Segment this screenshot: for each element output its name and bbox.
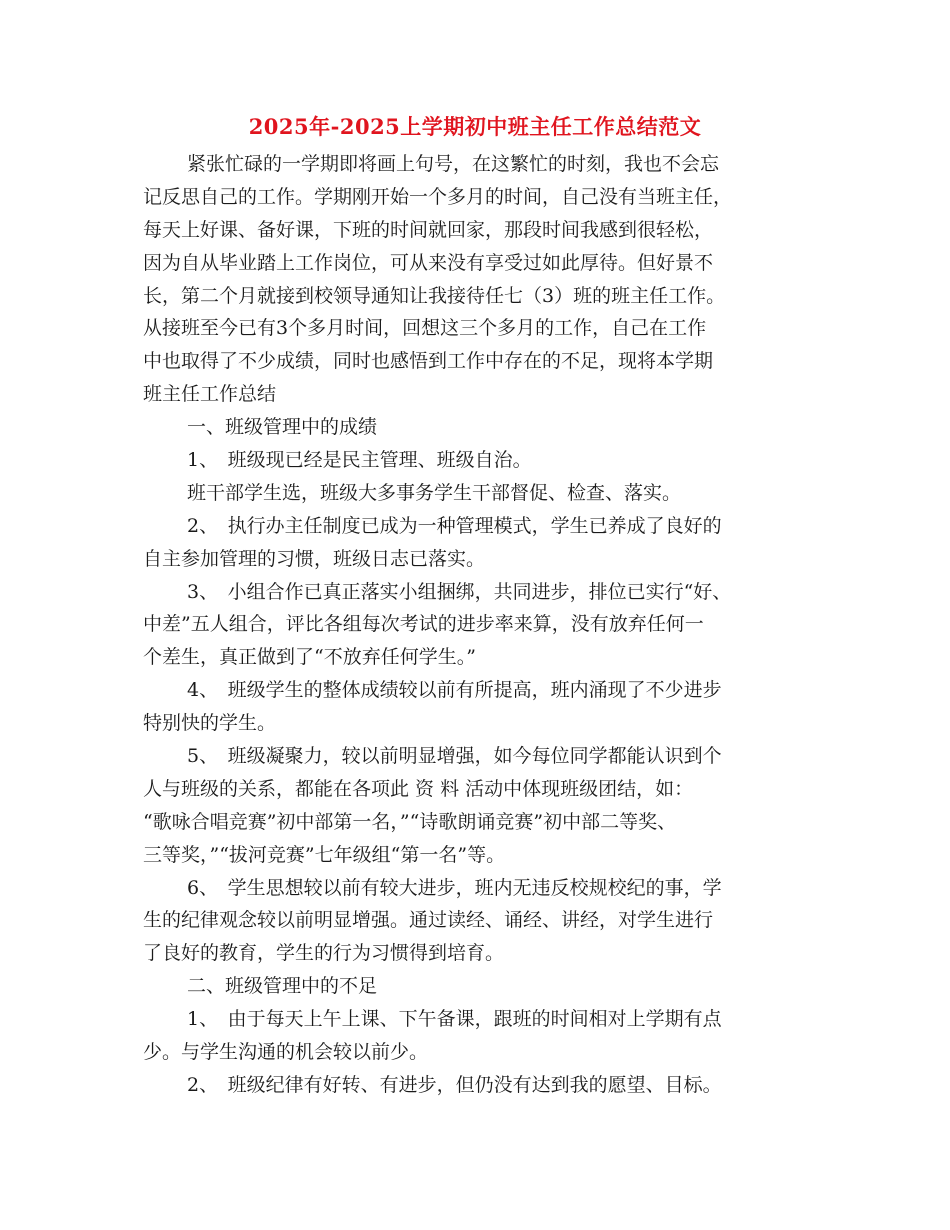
paragraph-line: 班主任工作总结 (143, 383, 277, 406)
paragraph-line: 班干部学生选，班级大多事务学生干部督促、检查、落实。 (187, 481, 682, 504)
paragraph-line: 每天上好课、备好课，下班的时间就回家，那段时间我感到很轻松， (143, 218, 714, 241)
paragraph-line: 个差生，真正做到了“不放弃任何学生。” (143, 646, 476, 669)
paragraph-line: 2、 执行办主任制度已成为一种管理模式，学生已养成了良好的 (187, 514, 722, 537)
paragraph-line: 3、 小组合作已真正落实小组捆绑，共同进步，排位已实行“好、 (187, 580, 732, 603)
section-heading: 二、班级管理中的不足 (187, 975, 378, 998)
paragraph-line: 6、 学生思想较以前有较大进步，班内无违反校规校纪的事，学 (187, 876, 722, 899)
paragraph-line: 2、 班级纪律有好转、有进步，但仍没有达到我的愿望、目标。 (187, 1073, 722, 1096)
paragraph-line: 中也取得了不少成绩，同时也感悟到工作中存在的不足，现将本学期 (143, 350, 714, 373)
paragraph-line: 长，第二个月就接到校领导通知让我接待任七（3）班的班主任工作。 (143, 284, 726, 307)
paragraph-line: 生的纪律观念较以前明显增强。通过读经、诵经、讲经，对学生进行 (143, 909, 714, 932)
paragraph-line: 中差”五人组合，评比各组每次考试的进步率来算，没有放弃任何一 (143, 613, 704, 636)
document-title: 2025年-2025上学期初中班主任工作总结范文 (248, 114, 702, 139)
paragraph-line: 少。与学生沟通的机会较以前少。 (143, 1041, 429, 1064)
paragraph-line: 4、 班级学生的整体成绩较以前有所提高，班内涌现了不少进步 (187, 679, 722, 702)
paragraph-line: 自主参加管理的习惯，班级日志已落实。 (143, 547, 486, 570)
document-body (143, 148, 813, 1102)
paragraph-line: 了良好的教育，学生的行为习惯得到培育。 (143, 942, 505, 965)
paragraph-line: 5、 班级凝聚力，较以前明显增强，如今每位同学都能认识到个 (187, 745, 722, 768)
paragraph-line: “歌咏合唱竞赛”初中部第一名，”“诗歌朗诵竞赛”初中部二等奖、 (143, 810, 677, 833)
paragraph-line: 因为自从毕业踏上工作岗位，可从来没有享受过如此厚待。但好景不 (143, 251, 714, 274)
paragraph-line: 1、 班级现已经是民主管理、班级自治。 (187, 449, 532, 472)
paragraph-line: 特别快的学生。 (143, 712, 277, 735)
paragraph-line: 从接班至今已有3个多月时间，回想这三个多月的工作，自己在工作 (143, 317, 707, 340)
paragraph-line: 紧张忙碌的一学期即将画上句号，在这繁忙的时刻，我也不会忘 (187, 153, 720, 175)
paragraph-line: 记反思自己的工作。学期刚开始一个多月的时间，自己没有当班主任， (143, 185, 733, 208)
section-heading: 一、班级管理中的成绩 (187, 416, 378, 439)
paragraph-line: 三等奖，”“拔河竞赛”七年级组“第一名”等。 (143, 843, 506, 866)
paragraph-line: 人与班级的关系，都能在各项此 资 料 活动中体现班级团结，如： (143, 777, 694, 800)
paragraph-line: 1、 由于每天上午上课、下午备课，跟班的时间相对上学期有点 (187, 1008, 722, 1031)
